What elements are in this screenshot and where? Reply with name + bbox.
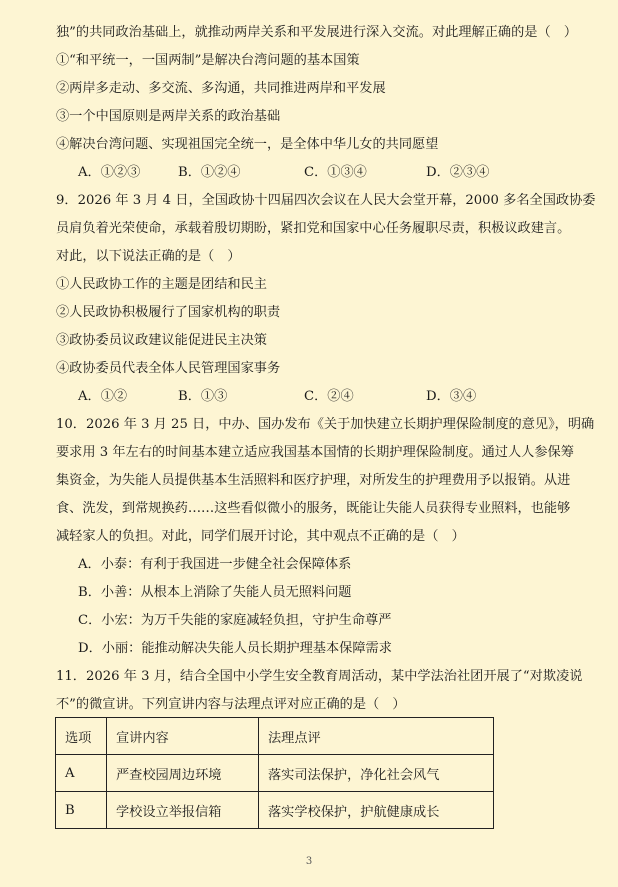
table-header-cell: 选项 [56,718,107,755]
table-cell: 落实司法保护，净化社会风气 [259,755,494,792]
table-cell: A [56,755,107,792]
q10-stem-line-1: 10．2026 年 3 月 25 日，中办、国办发布《关于加快建立长期护理保险制度的意见》，明确 [56,417,595,432]
q9-item-4: ④政协委员代表全体人民管理国家事务 [56,361,281,376]
q9-item-2: ②人民政协积极履行了国家机构的职责 [56,305,281,320]
q9-item-1: ①人民政协工作的主题是团结和民主 [56,277,267,292]
q8-option-b[interactable]: B．①②④ [178,165,241,180]
table-cell: 落实学校保护，护航健康成长 [259,792,494,829]
q9-option-d[interactable]: D．③④ [426,389,477,404]
q8-stem-tail: 独”的共同政治基础上，就推动两岸关系和平发展进行深入交流。对此理解正确的是（ ） [56,25,578,40]
q8-option-a[interactable]: A．①②③ [78,165,141,180]
q8-item-4: ④解决台湾问题、实现祖国完全统一，是全体中华儿女的共同愿望 [56,137,439,152]
q11-stem-line-1: 11．2026 年 3 月，结合全国中小学生安全教育周活动，某中学法治社团开展了“对欺凌说 [56,669,583,684]
q9-stem-line-1: 9．2026 年 3 月 4 日，全国政协十四届四次会议在人民大会堂开幕，2000 多名全国政协委 [56,193,596,208]
q10-option-c[interactable]: C．小宏：为万千失能的家庭减轻负担，守护生命尊严 [78,613,392,628]
q8-item-1: ①“和平统一，一国两制”是解决台湾问题的基本国策 [56,53,360,68]
q9-option-c[interactable]: C．②④ [304,389,354,404]
table-cell: 学校设立举报信箱 [107,792,259,829]
q8-option-c[interactable]: C．①③④ [304,165,367,180]
page-number: 3 [305,856,313,867]
table-header-cell: 法理点评 [259,718,494,755]
table-header-cell: 宣讲内容 [107,718,259,755]
table-cell: 严查校园周边环境 [107,755,259,792]
q10-stem-line-4: 食、洗发，到常规换药……这些看似微小的服务，既能让失能人员获得专业照料，也能够 [56,501,571,516]
q9-option-b[interactable]: B．①③ [178,389,228,404]
q8-item-2: ②两岸多走动、多交流、多沟通，共同推进两岸和平发展 [56,81,386,96]
q8-item-3: ③一个中国原则是两岸关系的政治基础 [56,109,281,124]
table-header-row [56,718,494,755]
q8-option-d[interactable]: D．②③④ [426,165,490,180]
q10-stem-line-5: 减轻家人的负担。对此，同学们展开讨论，其中观点不正确的是（ ） [56,529,465,544]
q11-stem-line-2: 不”的微宣讲。下列宣讲内容与法理点评对应正确的是（ ） [56,697,406,712]
q10-stem-line-3: 集资金，为失能人员提供基本生活照料和医疗护理，对所发生的护理费用予以报销。从进 [56,473,571,488]
table-cell: B [56,792,107,829]
q9-option-a[interactable]: A．①② [78,389,128,404]
table-row[interactable] [56,755,494,792]
q10-option-b[interactable]: B．小善：从根本上消除了失能人员无照料问题 [78,585,352,600]
q9-item-3: ③政协委员议政建议能促进民主决策 [56,333,267,348]
q10-option-d[interactable]: D．小丽：能推动解决失能人员长期护理基本保障需求 [78,641,392,656]
table-row[interactable] [56,792,494,829]
q10-stem-line-2: 要求用 3 年左右的时间基本建立适应我国基本国情的长期护理保险制度。通过人人参保筹 [56,445,574,460]
q9-stem-line-3: 对此，以下说法正确的是（ ） [56,249,241,264]
q10-option-a[interactable]: A．小泰：有利于我国进一步健全社会保障体系 [78,557,352,572]
q9-stem-line-2: 员肩负着光荣使命，承载着殷切期盼，紧扣党和国家中心任务履职尽责，积极议政建言。 [56,221,571,236]
q11-table [55,717,494,829]
